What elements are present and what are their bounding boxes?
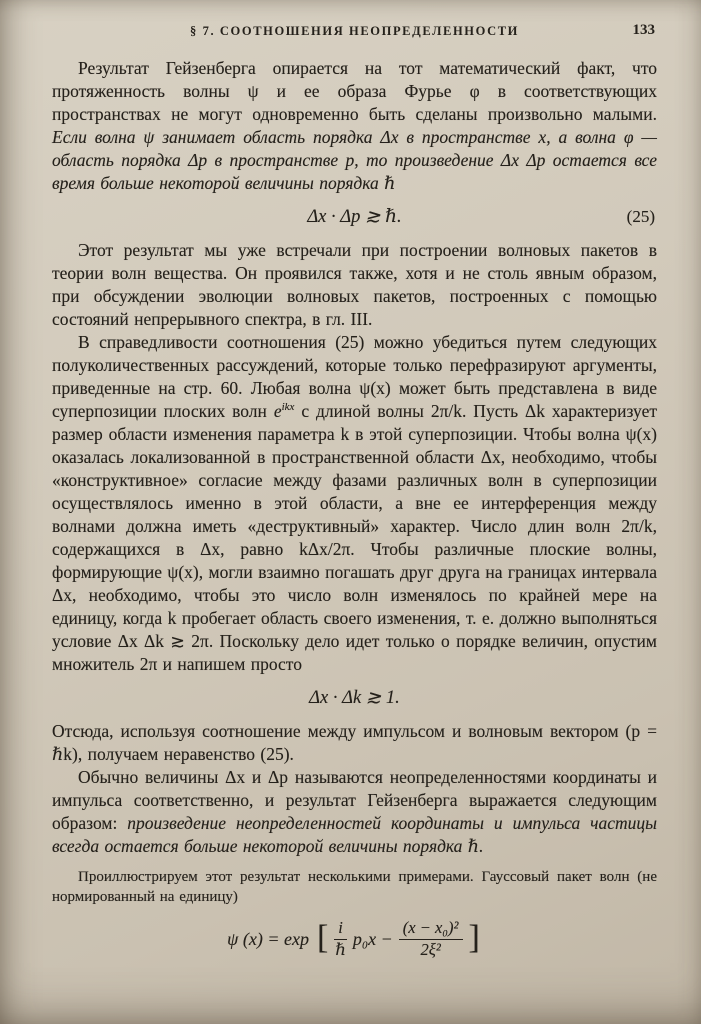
gaussian-packet-formula: ψ (x) = exp [ $\frac{i}{\text{ℏ}}$ p₀x − $\frac{\text{(x − x₀)²}}{\text{2ξ²}}$ ] [227,918,480,959]
equation-body: Δx · Δk ≳ 1. [309,688,400,708]
exponent-base: e [273,401,282,421]
fraction-numerator: (x − x₀)² [399,919,463,940]
fraction-denominator: ℏ [335,939,346,959]
fraction-numerator: i [334,919,347,940]
fraction-i-over-hbar [334,919,347,960]
paragraph-uncertainty-definition [52,766,657,858]
paragraph-text: Результат Гейзенберга опирается на тот математический факт, что протяженность волны ψ и ее образа Фурье φ в соответствующих пространствах не могут одновременно быть сделаны произвольно малыми. [52,58,657,124]
paragraph-emphasis: произведение неопределенностей координаты и импульса частицы всегда остается больше некоторой величины порядка ℏ. [52,813,657,856]
paragraph-text: В справедливости соотношения (25) можно убедиться путем следующих полуколичественных рассуждений, которые только перефразируют аргументы, приведенные на стр. 60. Любая волна ψ(x) может быть представлена в виде суперпозиции плоских волн [52,332,657,421]
paragraph-emphasis: Если волна ψ занимает область порядка Δx в пространстве x, а волна φ — область порядка Δp в пространстве p, то произведение Δx Δp остается все время больше некоторой величины порядка ℏ [52,127,657,193]
paragraph-conclusion: Отсюда, используя соотношение между импульсом и волновым вектором (p = ℏk), получаем неравенство (25). [52,721,657,764]
fraction-gaussian [399,919,463,960]
page-header [52,24,657,39]
equation-number: (25) [626,207,655,226]
exponent-superscript: ikx [281,401,295,414]
paragraph-text: с длиной волны 2π/k. Пусть Δk характеризует размер области изменения параметра k в этой суперпозиции. Чтобы волна ψ(x) оказалась локализованной в пространственной области Δx, необходимо, чтобы «конструктивное» согласие между фазами различных волн в суперпозиции осуществлялось именно в этой области, а вне ее интерференция между волнами должна иметь «деструктивный» характер. Число длин волн 2π/k, содержащихся в Δx, равно kΔx/2π. Чтобы различные плоские волны, формирующие ψ(x), могли взаимно погашать друг друга на границах интервала Δx, необходимо, чтобы это число волн изменялось по крайней мере на единицу, когда k пробегает область своего изменения, т. е. должно выполняться условие Δx Δk ≳ 2π. Поскольку дело идет только о порядке величин, опустим множитель 2π и напишем просто [52,401,657,674]
paragraph-text: Обычно величины Δx и Δp называются неопределенностями координаты и импульса соответственно, и результат Гейзенберга выражается следующим образом: [52,767,657,833]
formula-middle-term: p₀x − [352,928,393,949]
paragraph-heisenberg-result [52,57,657,195]
paragraph-wave-packets: Этот результат мы уже встречали при построении волновых пакетов в теории волн вещества. Он проявился также, хотя и не столь явным образом, при обсуждении эволюции волновых пакетов, построенных с помощью состояний непрерывного спектра, в гл. III. [52,240,657,329]
equation-25 [52,206,657,228]
equation-dxdk [52,687,657,709]
section-heading: § 7. СООТНОШЕНИЯ НЕОПРЕДЕЛЕННОСТИ [190,24,519,38]
paragraph-example-intro: Проиллюстрируем этот результат несколькими примерами. Гауссовый пакет волн (не нормированный на единицу) [52,869,657,905]
formula-lhs: ψ (x) = exp [227,928,309,949]
equation-body: Δx · Δp ≳ ℏ. [307,207,402,227]
paragraph-derivation [52,331,657,676]
page-number: 133 [632,22,655,38]
fraction-denominator: 2ξ² [420,939,441,959]
